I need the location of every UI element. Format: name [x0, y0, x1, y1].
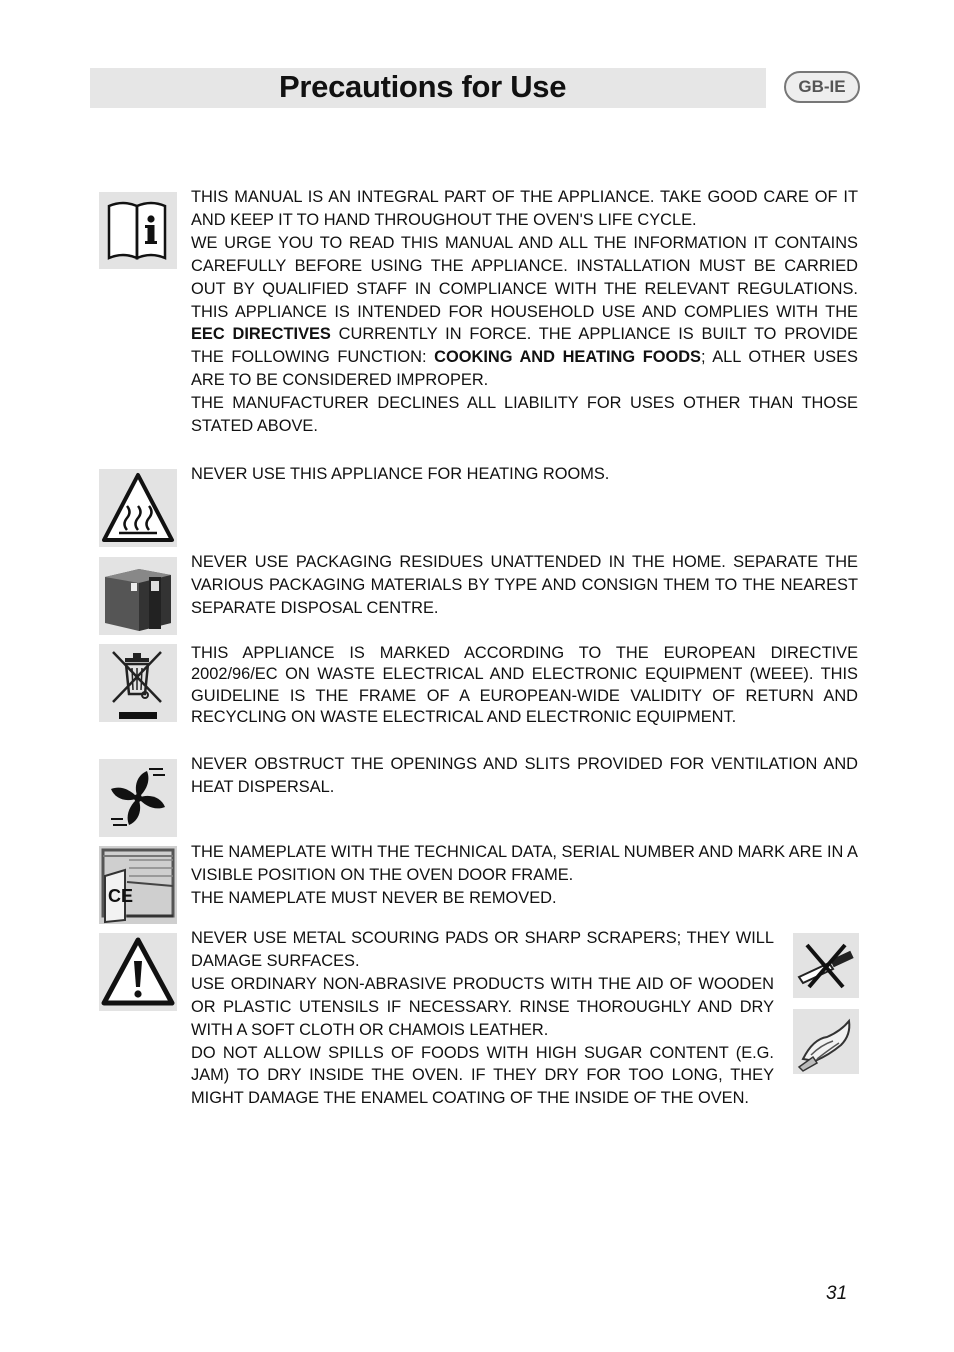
nameplate-section	[191, 841, 858, 910]
hot-surface-warning-icon	[99, 469, 177, 547]
ventilation-fan-icon	[99, 759, 177, 837]
manual-info-icon	[99, 192, 177, 269]
cleaning-paragraph-3: DO NOT ALLOW SPILLS OF FOODS WITH HIGH SUGAR CONTENT (E.G. JAM) TO DRY INSIDE THE OVEN. IF THEY DRY FOR TOO LONG, THEY MIGHT DAMAGE THE ENAMEL COATING OF THE INSIDE OF THE OVEN.	[191, 1043, 774, 1108]
heating-section	[191, 463, 858, 486]
nameplate-paragraph-2: THE NAMEPLATE MUST NEVER BE REMOVED.	[191, 888, 557, 907]
manual-paragraph-3: THE MANUFACTURER DECLINES ALL LIABILITY FOR USES OTHER THAN THOSE STATED ABOVE.	[191, 394, 858, 436]
warning-triangle-icon	[99, 933, 177, 1011]
crossed-out-bin-icon	[99, 644, 177, 722]
weee-section	[191, 643, 858, 728]
manual-paragraph-1: THIS MANUAL IS AN INTEGRAL PART OF THE APPLIANCE. TAKE GOOD CARE OF IT AND KEEP IT TO HAND THROUGHOUT THE OVEN'S LIFE CYCLE.	[191, 188, 858, 229]
packaging-box-icon	[99, 557, 177, 635]
manual-section	[191, 186, 858, 438]
manual-text-a: WE URGE YOU TO READ THIS MANUAL AND ALL THE INFORMATION IT CONTAINS CAREFULLY BEFORE USING THE APPLIANCE. INSTALLATION MUST BE CARRIED OUT BY QUALIFIED STAFF IN COMPLIANCE WITH THE RELEVANT REGULATIONS. THIS APPLIANCE IS INTENDED FOR HOUSEHOLD USE AND COMPLIES WITH THE	[191, 233, 858, 321]
heating-paragraph: NEVER USE THIS APPLIANCE FOR HEATING ROOMS.	[191, 465, 610, 483]
page-title: Precautions for Use	[279, 69, 567, 104]
cleaning-section	[191, 927, 774, 1110]
packaging-paragraph: NEVER USE PACKAGING RESIDUES UNATTENDED IN THE HOME. SEPARATE THE VARIOUS PACKAGING MATERIALS BY TYPE AND CONSIGN THEM TO THE NEAREST SEPARATE DISPOSAL CENTRE.	[191, 553, 858, 617]
manual-text-c: ; ALL OTHER USES ARE TO BE CONSIDERED IMPROPER.	[191, 348, 858, 390]
eec-directives-bold: EEC DIRECTIVES	[191, 325, 331, 344]
svg-text:CE: CE	[108, 886, 134, 906]
cleaning-paragraph-2: USE ORDINARY NON-ABRASIVE PRODUCTS WITH THE AID OF WOODEN OR PLASTIC UTENSILS IF NECESSARY. RINSE THOROUGHLY AND DRY WITH A SOFT CLOTH OR CHAMOIS LEATHER.	[191, 974, 774, 1039]
no-scraper-icon	[793, 933, 859, 998]
ce-nameplate-icon	[99, 846, 177, 924]
packaging-section	[191, 551, 858, 620]
manual-paragraph-2	[191, 232, 858, 392]
ventilation-section	[191, 753, 858, 799]
weee-paragraph: THIS APPLIANCE IS MARKED ACCORDING TO THE EUROPEAN DIRECTIVE 2002/96/EC ON WASTE ELECTRICAL AND ELECTRONIC EQUIPMENT (WEEE). THIS GUIDELINE IS THE FRAME OF A EUROPEAN-WIDE VALIDITY OF RETURN AND RECYCLING ON WASTE ELECTRICAL AND ELECTRONIC EQUIPMENT.	[191, 644, 858, 726]
cooking-heating-bold: COOKING AND HEATING FOODS	[434, 348, 701, 367]
nameplate-paragraph-1: THE NAMEPLATE WITH THE TECHNICAL DATA, SERIAL NUMBER AND MARK ARE IN A VISIBLE POSITION ON THE OVEN DOOR FRAME.	[191, 843, 858, 884]
page-number: 31	[826, 1283, 848, 1304]
region-badge: GB-IE	[784, 71, 860, 103]
title-bar	[90, 68, 766, 108]
ventilation-paragraph: NEVER OBSTRUCT THE OPENINGS AND SLITS PROVIDED FOR VENTILATION AND HEAT DISPERSAL.	[191, 755, 858, 796]
manual-text-b: CURRENTLY IN FORCE. THE APPLIANCE IS BUILT TO PROVIDE THE FOLLOWING FUNCTION:	[191, 325, 858, 367]
cleaning-cloth-icon	[793, 1009, 859, 1074]
cleaning-paragraph-1: NEVER USE METAL SCOURING PADS OR SHARP SCRAPERS; THEY WILL DAMAGE SURFACES.	[191, 929, 774, 970]
